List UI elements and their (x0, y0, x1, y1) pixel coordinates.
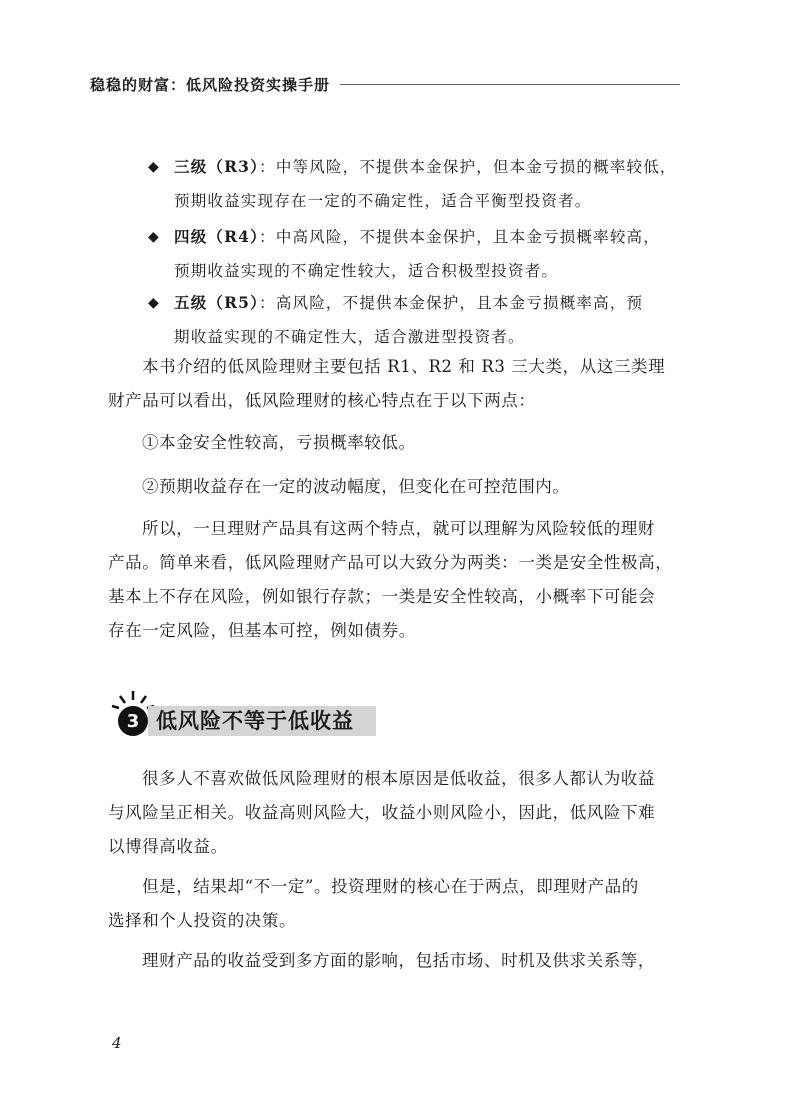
bullet-item-r3 (148, 150, 688, 218)
bullet-text: ：高风险，不提供本金保护，且本金亏损概率高，预 (259, 294, 644, 312)
paragraph-line: 理财产品的收益受到多方面的影响，包括市场、时机及供求关系等， (142, 951, 655, 970)
bullet-text: ：中高风险，不提供本金保护，且本金亏损概率较高， (259, 228, 660, 246)
paragraph-summary (108, 512, 682, 648)
paragraph-however (108, 870, 682, 938)
paragraph-line: 所以，一旦理财产品具有这两个特点，就可以理解为风险较低的理财 (142, 519, 655, 538)
paragraph-line: 很多人不喜欢做低风险理财的根本原因是低收益，很多人都认为收益 (142, 769, 655, 788)
diamond-bullet-icon: ◆ (148, 159, 160, 175)
bullet-text-cont: 期收益实现的不确定性大，适合激进型投资者。 (174, 328, 525, 346)
bullet-text-cont: 预期收益实现存在一定的不确定性，适合平衡型投资者。 (174, 192, 592, 210)
paragraph-intro (108, 350, 682, 418)
diamond-bullet-icon: ◆ (148, 295, 160, 311)
section-heading (108, 688, 378, 740)
bullet-item-r4 (148, 220, 688, 288)
paragraph-factors (108, 944, 682, 978)
bullet-level: 五级（R5） (174, 293, 260, 312)
paragraph-line: ②预期收益存在一定的波动幅度，但变化在可控范围内。 (142, 477, 570, 496)
diamond-bullet-icon: ◆ (148, 229, 160, 245)
page-number: 4 (112, 1034, 122, 1052)
paragraph-low-return (108, 762, 682, 864)
paragraph-line: 但是，结果却“不一定”。投资理财的核心在于两点，即理财产品的 (142, 877, 639, 896)
paragraph-line: ①本金安全性较高，亏损概率较低。 (142, 433, 416, 452)
bullet-text: ：中等风险，不提供本金保护，但本金亏损的概率较低， (259, 158, 677, 176)
bullet-level: 三级（R3） (174, 157, 260, 176)
paragraph-point-2 (108, 470, 682, 504)
bullet-text-cont: 预期收益实现的不确定性较大，适合积极型投资者。 (174, 262, 559, 280)
paragraph-line: 财产品可以看出，低风险理财的核心特点在于以下两点： (108, 391, 536, 410)
paragraph-line: 存在一定风险，但基本可控，例如债券。 (108, 621, 416, 640)
bullet-item-r5 (148, 286, 688, 354)
paragraph-line: 基本上不存在风险，例如银行存款；一类是安全性较高，小概率下可能会 (108, 587, 656, 606)
bullet-level: 四级（R4） (174, 227, 260, 246)
paragraph-line: 以博得高收益。 (108, 837, 228, 856)
paragraph-point-1 (108, 426, 682, 460)
section-number-badge: 3 (118, 706, 148, 736)
running-header (90, 70, 680, 98)
section-title: 低风险不等于低收益 (156, 709, 354, 733)
paragraph-line: 本书介绍的低风险理财主要包括 R1、R2 和 R3 三大类，从这三类理 (142, 357, 666, 376)
paragraph-line: 与风险呈正相关。收益高则风险大，收益小则风险小，因此，低风险下难 (108, 803, 656, 822)
paragraph-line: 产品。简单来看，低风险理财产品可以大致分为两类：一类是安全性极高， (108, 553, 673, 572)
header-rule (340, 84, 680, 85)
paragraph-line: 选择和个人投资的决策。 (108, 911, 297, 930)
book-title: 稳稳的财富：低风险投资实操手册 (90, 75, 331, 94)
